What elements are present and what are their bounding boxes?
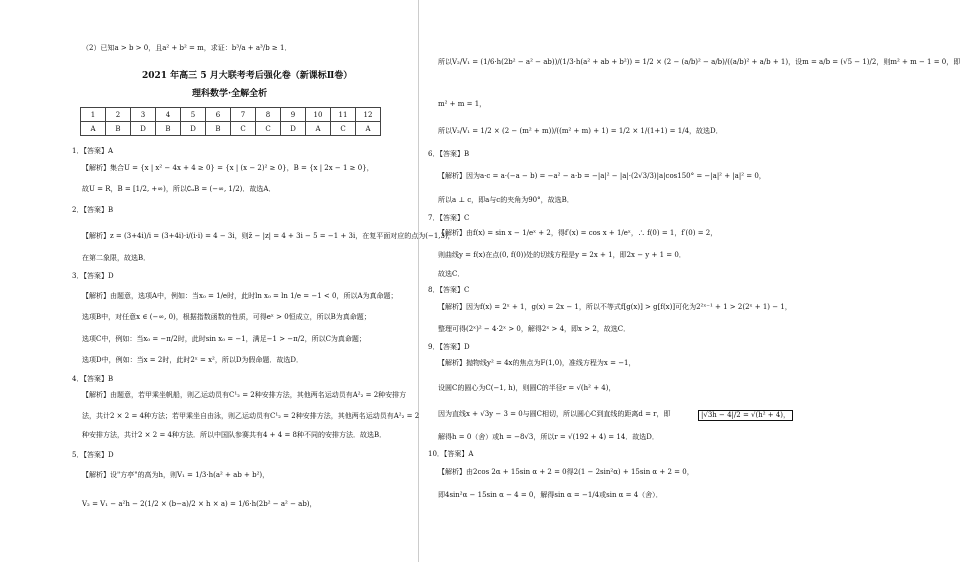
text-line: 9．【答案】D bbox=[428, 343, 470, 351]
text-line: |√3h − 4|/2 = √(h² + 4)， bbox=[698, 410, 793, 421]
text-line: 故选C． bbox=[438, 270, 465, 278]
text-line: 8．【答案】C bbox=[428, 286, 470, 294]
text-line: 6．【答案】B bbox=[428, 150, 470, 158]
text-line: 【解析】设"方亭"的高为h，则V₁ = 1/3·h(a² + ab + b²)， bbox=[82, 471, 270, 479]
text-line: 整理可得(2ˣ)² − 4·2ˣ > 0，解得2ˣ > 4，即x > 2，故选C． bbox=[438, 325, 631, 333]
answer-cell: B bbox=[156, 122, 181, 136]
text-line: 法，共计2 × 2 = 4种方法；若甲乘坐自由泳，则乙运动员有C¹₂ = 2种安排方法，其他两名运动员有A²₂ = 2 bbox=[82, 412, 420, 420]
text-line: 【解析】由题意，选项A中，例如：当x₀ = 1/e时，此时ln x₀ = ln 1/e = −1 < 0，所以A为真命题； bbox=[82, 292, 398, 300]
text-line: （2）已知a > b > 0，且a² + b² = m，求证：b³/a + a³/b ≥ 1． bbox=[82, 44, 292, 52]
answer-cell: C bbox=[231, 122, 256, 136]
text-line: 【解析】由f(x) = sin x − 1/eˣ + 2，得f′(x) = cos x + 1/eˣ，∴ f(0) = 1，f′(0) = 2， bbox=[438, 229, 718, 237]
text-line: 1．【答案】A bbox=[72, 147, 114, 155]
answer-cell: D bbox=[181, 122, 206, 136]
text-line: 7．【答案】C bbox=[428, 214, 470, 222]
text-line: m² + m = 1， bbox=[438, 100, 487, 108]
text-line: 【解析】集合U = {x | x² − 4x + 4 ≥ 0} = {x | (x − 2)² ≥ 0}，B = {x | 2x − 1 ≥ 0}， bbox=[82, 164, 374, 172]
text-line: 选项C中，例如：当x₀ = −π/2时，此时sin x₀ = −1，满足−1 > −π/2，所以C为真命题； bbox=[82, 335, 366, 343]
answer-cell: A bbox=[81, 122, 106, 136]
text-line: 2021 年高三 5 月大联考考后强化卷（新课标Ⅱ卷） bbox=[142, 71, 353, 81]
text-line: 10．【答案】A bbox=[428, 450, 474, 458]
text-line: 所以V₂/V₁ = 1/2 × (2 − (m² + m))/((m² + m) + 1) = 1/2 × 1/(1+1) = 1/4，故选D． bbox=[438, 127, 723, 135]
text-line: 【解析】由题意，若甲乘坐帆船，则乙运动员有C¹₂ = 2种安排方法，其他两名运动员有A²₂ = 2种安排方 bbox=[82, 391, 407, 399]
text-line: 故U = R，B = [1/2, +∞)，所以∁ᵤB = (−∞, 1/2)．故选A． bbox=[82, 185, 276, 193]
question-number-cell: 1 bbox=[81, 108, 106, 122]
answer-cell: A bbox=[306, 122, 331, 136]
column-divider bbox=[418, 0, 419, 562]
answer-cell: D bbox=[131, 122, 156, 136]
answer-cell: D bbox=[281, 122, 306, 136]
answer-cell: A bbox=[356, 122, 381, 136]
question-number-cell: 6 bbox=[206, 108, 231, 122]
text-line: 5．【答案】D bbox=[72, 451, 114, 459]
answer-cell: C bbox=[331, 122, 356, 136]
text-line: 解得h = 0（舍）或h = −8√3，所以r = √(192 + 4) = 14．故选D． bbox=[438, 433, 659, 441]
answer-cell: B bbox=[206, 122, 231, 136]
answer-cell: C bbox=[256, 122, 281, 136]
text-line: 种安排方法，共计2 × 2 = 4种方法．所以中国队参赛共有4 + 4 = 8种不同的安排方法．故选B． bbox=[82, 431, 387, 439]
answer-cell: B bbox=[106, 122, 131, 136]
text-line: 【解析】由2cos 2α + 15sin α + 2 = 0得2(1 − 2sin²α) + 15sin α + 2 = 0， bbox=[438, 468, 694, 476]
question-number-cell: 12 bbox=[356, 108, 381, 122]
question-number-cell: 4 bbox=[156, 108, 181, 122]
text-line: 【解析】z = (3+4i)/i = (3+4i)·i/(i·i) = 4 − 3i，则z̄ − |z| = 4 + 3i − 5 = −1 + 3i，在复平面对应的点为(−1,3)， bbox=[82, 232, 455, 240]
answer-table bbox=[80, 107, 381, 136]
question-number-cell: 2 bbox=[106, 108, 131, 122]
text-line: 【解析】因为f(x) = 2ˣ + 1，g(x) = 2x − 1，所以不等式f[g(x)] > g[f(x)]可化为2²ˣ⁻¹ + 1 > 2(2ˣ + 1) − 1， bbox=[438, 303, 792, 311]
text-line: 设圆C的圆心为C(−1, h)，则圆C的半径r = √(h² + 4)， bbox=[438, 384, 616, 392]
text-line: 【解析】抛物线y² = 4x的焦点为F(1,0)，准线方程为x = −1， bbox=[438, 359, 636, 367]
text-line: 3．【答案】D bbox=[72, 272, 114, 280]
question-number-cell: 11 bbox=[331, 108, 356, 122]
question-number-cell: 10 bbox=[306, 108, 331, 122]
text-line: 在第二象限，故选B． bbox=[82, 254, 151, 262]
text-line: 选项B中，对任意x ∈ (−∞, 0)，根据指数函数的性质，可得eˣ > 0恒成立，所以B为真命题； bbox=[82, 313, 371, 321]
question-number-cell: 3 bbox=[131, 108, 156, 122]
text-line: 选项D中，例如：当x = 2时，此时2ˣ = x²，所以D为假命题．故选D． bbox=[82, 356, 304, 364]
question-number-cell: 5 bbox=[181, 108, 206, 122]
table-row bbox=[81, 122, 381, 136]
question-number-cell: 7 bbox=[231, 108, 256, 122]
text-line: 即4sin²α − 15sin α − 4 = 0，解得sin α = −1/4或sin α = 4（舍）． bbox=[438, 491, 663, 499]
text-line: 【解析】因为a·c = a·(−a − b) = −a² − a·b = −|a|² − |a|·(2√3/3)|a|cos150° = −|a|² + |a|² = 0， bbox=[438, 172, 766, 180]
text-line: 4．【答案】B bbox=[72, 375, 114, 383]
text-line: 理科数学·全解全析 bbox=[192, 89, 268, 99]
text-line: 2．【答案】B bbox=[72, 206, 114, 214]
text-line: 则曲线y = f(x)在点(0, f(0))处的切线方程是y = 2x + 1，即2x − y + 1 = 0． bbox=[438, 251, 686, 259]
text-line: 所以V₂/V₁ = (1/6·h(2b² − a² − ab))/(1/3·h(a² + ab + b²)) = 1/2 × (2 − (a/b)² − a/b)/((a/b)² + a/b + 1)，设m = a/b = (√5 − 1)/2，则m² + m − 1 = 0，即 bbox=[438, 58, 960, 66]
text-line: V₂ = V₁ − a²h − 2(1/2 × (b−a)/2 × h × a) = 1/6·h(2b² − a² − ab)， bbox=[82, 500, 317, 508]
text-line: 因为直线x + √3y − 3 = 0与圆C相切，所以圆心C到直线的距离d = r，即 bbox=[438, 410, 671, 418]
question-number-cell: 8 bbox=[256, 108, 281, 122]
table-row bbox=[81, 108, 381, 122]
question-number-cell: 9 bbox=[281, 108, 306, 122]
text-line: 所以a ⊥ c，即a与c的夹角为90°，故选B． bbox=[438, 196, 574, 204]
